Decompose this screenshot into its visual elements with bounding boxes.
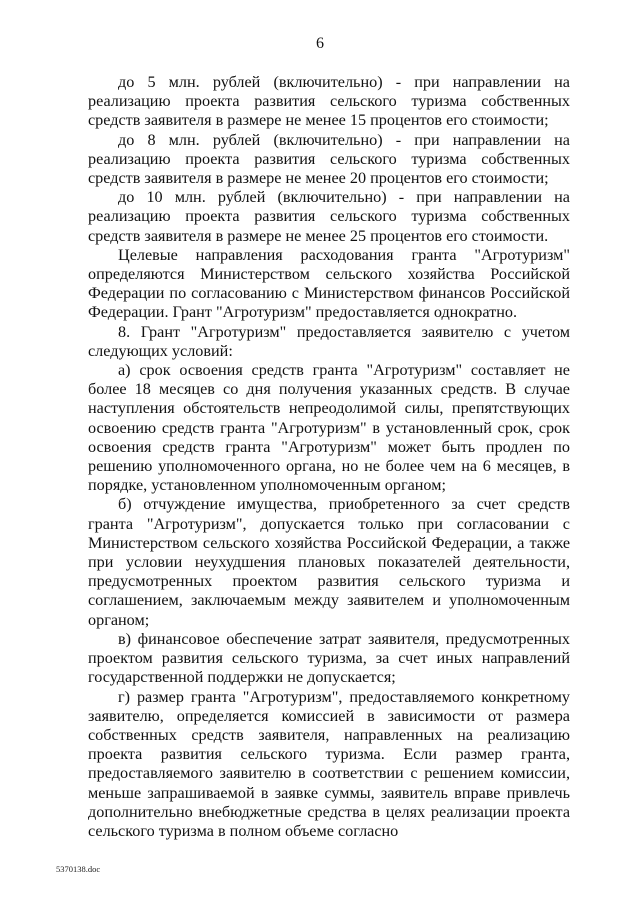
- footer-filename: 5370138.doc: [56, 864, 101, 874]
- paragraph-grant-up-to-10-mln: до 10 млн. рублей (включительно) - при направлении на реализацию проекта развития сельского туризма собственных средств заявителя в размере не менее 25 процентов его стоимости.: [88, 188, 570, 245]
- paragraph-condition-v: в) финансовое обеспечение затрат заявителя, предусмотренных проектом развития сельского туризма, за счет иных направлений государственной поддержки не допускается;: [88, 629, 570, 687]
- paragraph-grant-up-to-8-mln: до 8 млн. рублей (включительно) - при направлении на реализацию проекта развития сельского туризма собственных средств заявителя в размере не менее 20 процентов его стоимости;: [88, 130, 570, 188]
- paragraph-item-8: 8. Грант "Агротуризм" предоставляется заявителю с учетом следующих условий:: [88, 322, 570, 360]
- document-body: [88, 73, 570, 841]
- paragraph-condition-a: а) срок освоения средств гранта "Агротуризм" составляет не более 18 месяцев со дня получения указанных средств. В случае наступления обстоятельств непреодолимой силы, препятствующих освоению средств гранта "Агротуризм" в установленный срок, срок освоения средств гранта "Агротуризм" может быть продлен по решению уполномоченного органа, но не более чем на 6 месяцев, в порядке, установленном уполномоченным органом;: [88, 361, 570, 495]
- paragraph-target-directions: Целевые направления расходования гранта "Агротуризм" определяются Министерством сельского хозяйства Российской Федерации по согласованию с Министерством финансов Российской Федерации. Грант "Агротуризм" предоставляется однократно.: [88, 245, 570, 322]
- paragraph-condition-g: г) размер гранта "Агротуризм", предоставляемого конкретному заявителю, определяется комиссией в зависимости от размера собственных средств заявителя, направленных на реализацию проекта развития сельского туризма. Если размер гранта, предоставляемого заявителю в соответствии с решением комиссии, меньше запрашиваемой в заявке суммы, заявитель вправе привлечь дополнительно внебюджетные средства в целях реализации проекта сельского туризма в полном объеме согласно: [88, 687, 570, 840]
- paragraph-grant-up-to-5-mln: до 5 млн. рублей (включительно) - при направлении на реализацию проекта развития сельского туризма собственных средств заявителя в размере не менее 15 процентов его стоимости;: [88, 73, 570, 130]
- paragraph-condition-b: б) отчуждение имущества, приобретенного за счет средств гранта "Агротуризм", допускается только при согласовании с Министерством сельского хозяйства Российской Федерации, а также при условии неухудшения плановых показателей деятельности, предусмотренных проектом развития сельского туризма и соглашением, заключаемым между заявителем и уполномоченным органом;: [88, 495, 570, 629]
- page-number: 6: [316, 35, 324, 52]
